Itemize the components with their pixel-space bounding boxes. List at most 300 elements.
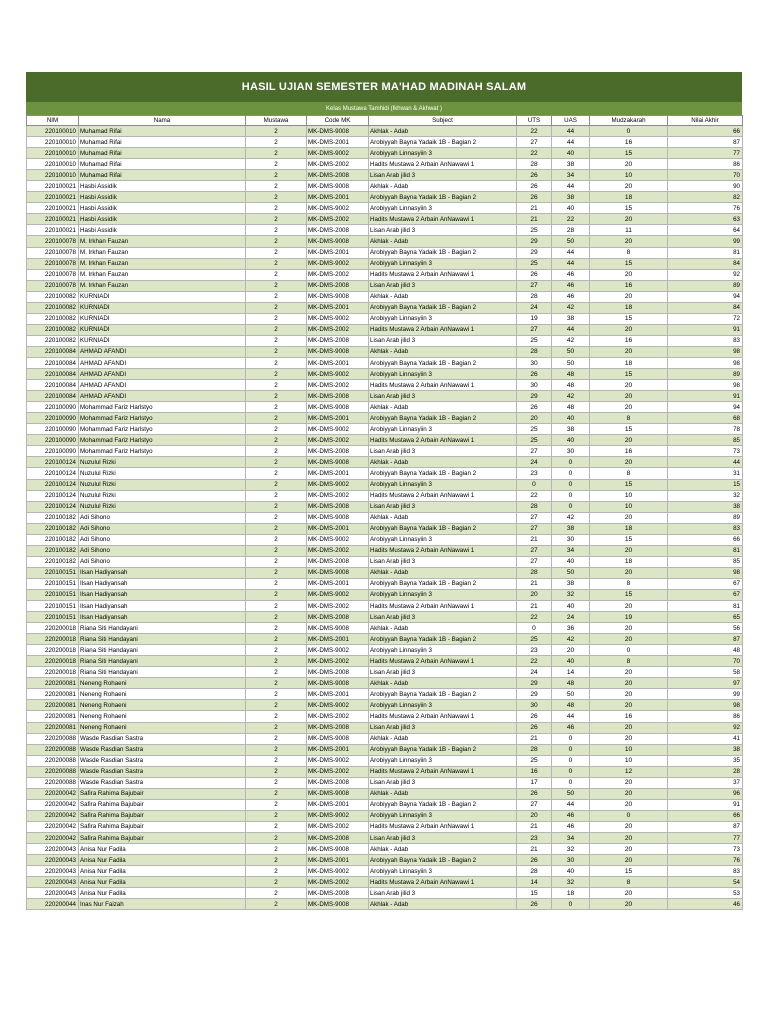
cell-uts[interactable]: 27	[517, 545, 552, 556]
cell-mudzakarah[interactable]: 15	[590, 866, 668, 877]
cell-code-mk[interactable]: MK-DMS-2002	[307, 711, 369, 722]
cell-subject[interactable]: Lisan Arab jilid 3	[369, 446, 517, 457]
cell-mustawa[interactable]: 2	[246, 766, 307, 777]
cell-uas[interactable]: 50	[552, 788, 590, 799]
cell-nilai-akhir[interactable]: 41	[668, 733, 743, 744]
cell-mustawa[interactable]: 2	[246, 589, 307, 600]
cell-code-mk[interactable]: MK-DMS-9008	[307, 512, 369, 523]
cell-code-mk[interactable]: MK-DMS-2002	[307, 324, 369, 335]
cell-uts[interactable]: 23	[517, 468, 552, 479]
cell-code-mk[interactable]: MK-DMS-2001	[307, 468, 369, 479]
cell-nilai-akhir[interactable]: 38	[668, 744, 743, 755]
cell-mustawa[interactable]: 2	[246, 324, 307, 335]
cell-code-mk[interactable]: MK-DMS-9008	[307, 567, 369, 578]
cell-nilai-akhir[interactable]: 28	[668, 766, 743, 777]
cell-uas[interactable]: 40	[552, 656, 590, 667]
cell-uas[interactable]: 0	[552, 479, 590, 490]
cell-nim[interactable]: 220100021	[27, 192, 79, 203]
cell-code-mk[interactable]: MK-DMS-9002	[307, 700, 369, 711]
cell-subject[interactable]: Arobiyyah Bayna Yadaik 1B - Bagian 2	[369, 468, 517, 479]
cell-code-mk[interactable]: MK-DMS-2001	[307, 357, 369, 368]
cell-subject[interactable]: Lisan Arab jilid 3	[369, 335, 517, 346]
cell-nim[interactable]: 220100151	[27, 589, 79, 600]
cell-code-mk[interactable]: MK-DMS-2008	[307, 170, 369, 181]
cell-subject[interactable]: Arobiyyah Bayna Yadaik 1B - Bagian 2	[369, 855, 517, 866]
cell-code-mk[interactable]: MK-DMS-2002	[307, 766, 369, 777]
cell-subject[interactable]: Lisan Arab jilid 3	[369, 556, 517, 567]
cell-code-mk[interactable]: MK-DMS-2002	[307, 435, 369, 446]
cell-subject[interactable]: Lisan Arab jilid 3	[369, 722, 517, 733]
cell-mudzakarah[interactable]: 18	[590, 523, 668, 534]
cell-mudzakarah[interactable]: 20	[590, 799, 668, 810]
cell-subject[interactable]: Hadits Mustawa 2 Arbain AnNawawi 1	[369, 269, 517, 280]
cell-subject[interactable]: Arobiyyah Bayna Yadaik 1B - Bagian 2	[369, 302, 517, 313]
cell-nama[interactable]: KURNIADI	[79, 313, 246, 324]
cell-mustawa[interactable]: 2	[246, 468, 307, 479]
cell-mustawa[interactable]: 2	[246, 733, 307, 744]
cell-uas[interactable]: 0	[552, 468, 590, 479]
cell-nilai-akhir[interactable]: 84	[668, 302, 743, 313]
cell-nama[interactable]: Nuzulul Rizki	[79, 457, 246, 468]
cell-uas[interactable]: 40	[552, 203, 590, 214]
cell-nim[interactable]: 220200042	[27, 810, 79, 821]
cell-nim[interactable]: 220100151	[27, 612, 79, 623]
cell-nama[interactable]: Safira Rahima Bajubair	[79, 799, 246, 810]
cell-nama[interactable]: Riana Siti Handayani	[79, 667, 246, 678]
cell-nim[interactable]: 220200042	[27, 799, 79, 810]
cell-uas[interactable]: 24	[552, 612, 590, 623]
cell-mustawa[interactable]: 2	[246, 799, 307, 810]
cell-subject[interactable]: Hadits Mustawa 2 Arbain AnNawawi 1	[369, 159, 517, 170]
cell-subject[interactable]: Akhlak - Adab	[369, 402, 517, 413]
cell-mudzakarah[interactable]: 16	[590, 446, 668, 457]
cell-uts[interactable]: 27	[517, 446, 552, 457]
cell-uts[interactable]: 20	[517, 413, 552, 424]
cell-uas[interactable]: 38	[552, 424, 590, 435]
cell-nama[interactable]: Adi Sihono	[79, 523, 246, 534]
cell-mustawa[interactable]: 2	[246, 855, 307, 866]
cell-code-mk[interactable]: MK-DMS-2001	[307, 137, 369, 148]
cell-mustawa[interactable]: 2	[246, 578, 307, 589]
cell-uts[interactable]: 26	[517, 788, 552, 799]
cell-code-mk[interactable]: MK-DMS-9002	[307, 645, 369, 656]
cell-subject[interactable]: Akhlak - Adab	[369, 291, 517, 302]
cell-nilai-akhir[interactable]: 98	[668, 357, 743, 368]
cell-nim[interactable]: 220100084	[27, 380, 79, 391]
cell-code-mk[interactable]: MK-DMS-2002	[307, 877, 369, 888]
cell-uas[interactable]: 0	[552, 744, 590, 755]
cell-uts[interactable]: 27	[517, 280, 552, 291]
cell-uts[interactable]: 26	[517, 899, 552, 910]
cell-code-mk[interactable]: MK-DMS-2002	[307, 159, 369, 170]
cell-nilai-akhir[interactable]: 86	[668, 711, 743, 722]
cell-subject[interactable]: Lisan Arab jilid 3	[369, 280, 517, 291]
cell-uts[interactable]: 25	[517, 225, 552, 236]
cell-nim[interactable]: 220100182	[27, 512, 79, 523]
cell-subject[interactable]: Arobiyyah Linnasyiin 3	[369, 589, 517, 600]
cell-nilai-akhir[interactable]: 56	[668, 623, 743, 634]
cell-uts[interactable]: 28	[517, 501, 552, 512]
cell-code-mk[interactable]: MK-DMS-9008	[307, 788, 369, 799]
cell-nama[interactable]: M. Irkhan Fauzan	[79, 247, 246, 258]
cell-mustawa[interactable]: 2	[246, 490, 307, 501]
cell-subject[interactable]: Arobiyyah Linnasyiin 3	[369, 700, 517, 711]
cell-mudzakarah[interactable]: 20	[590, 567, 668, 578]
cell-nim[interactable]: 220200018	[27, 634, 79, 645]
cell-mustawa[interactable]: 2	[246, 612, 307, 623]
cell-nim[interactable]: 220100010	[27, 170, 79, 181]
cell-nilai-akhir[interactable]: 58	[668, 667, 743, 678]
cell-subject[interactable]: Hadits Mustawa 2 Arbain AnNawawi 1	[369, 490, 517, 501]
cell-nama[interactable]: Hasbi Assidik	[79, 225, 246, 236]
cell-uas[interactable]: 34	[552, 170, 590, 181]
cell-uas[interactable]: 0	[552, 457, 590, 468]
cell-mustawa[interactable]: 2	[246, 479, 307, 490]
cell-mustawa[interactable]: 2	[246, 369, 307, 380]
cell-nim[interactable]: 220100084	[27, 357, 79, 368]
cell-mustawa[interactable]: 2	[246, 380, 307, 391]
cell-nama[interactable]: Riana Siti Handayani	[79, 645, 246, 656]
cell-mudzakarah[interactable]: 15	[590, 589, 668, 600]
cell-nilai-akhir[interactable]: 84	[668, 258, 743, 269]
cell-nilai-akhir[interactable]: 85	[668, 556, 743, 567]
cell-subject[interactable]: Hadits Mustawa 2 Arbain AnNawawi 1	[369, 601, 517, 612]
cell-mustawa[interactable]: 2	[246, 844, 307, 855]
cell-mudzakarah[interactable]: 20	[590, 833, 668, 844]
cell-nilai-akhir[interactable]: 76	[668, 855, 743, 866]
cell-nilai-akhir[interactable]: 70	[668, 170, 743, 181]
cell-nilai-akhir[interactable]: 90	[668, 181, 743, 192]
cell-subject[interactable]: Akhlak - Adab	[369, 844, 517, 855]
cell-mustawa[interactable]: 2	[246, 181, 307, 192]
column-header-nilai-akhir[interactable]: Nilai Akhir	[668, 116, 743, 126]
cell-nilai-akhir[interactable]: 67	[668, 578, 743, 589]
cell-subject[interactable]: Akhlak - Adab	[369, 733, 517, 744]
cell-nilai-akhir[interactable]: 63	[668, 214, 743, 225]
cell-mudzakarah[interactable]: 16	[590, 280, 668, 291]
cell-nim[interactable]: 220200043	[27, 844, 79, 855]
cell-uts[interactable]: 16	[517, 766, 552, 777]
cell-mustawa[interactable]: 2	[246, 545, 307, 556]
cell-uas[interactable]: 44	[552, 711, 590, 722]
cell-code-mk[interactable]: MK-DMS-2002	[307, 656, 369, 667]
cell-nama[interactable]: Anisa Nur Fadila	[79, 855, 246, 866]
cell-mustawa[interactable]: 2	[246, 126, 307, 137]
cell-nim[interactable]: 220200018	[27, 667, 79, 678]
cell-nama[interactable]: Hasbi Assidik	[79, 214, 246, 225]
cell-code-mk[interactable]: MK-DMS-9008	[307, 291, 369, 302]
cell-subject[interactable]: Lisan Arab jilid 3	[369, 833, 517, 844]
cell-mustawa[interactable]: 2	[246, 170, 307, 181]
cell-nim[interactable]: 220100021	[27, 203, 79, 214]
cell-uas[interactable]: 50	[552, 346, 590, 357]
cell-mustawa[interactable]: 2	[246, 413, 307, 424]
cell-nama[interactable]: Wasde Rasdian Sastra	[79, 766, 246, 777]
cell-uts[interactable]: 22	[517, 656, 552, 667]
cell-nama[interactable]: Adi Sihono	[79, 545, 246, 556]
cell-subject[interactable]: Akhlak - Adab	[369, 457, 517, 468]
cell-nama[interactable]: M. Irkhan Fauzan	[79, 236, 246, 247]
cell-subject[interactable]: Hadits Mustawa 2 Arbain AnNawawi 1	[369, 435, 517, 446]
cell-uts[interactable]: 21	[517, 821, 552, 832]
cell-uas[interactable]: 42	[552, 335, 590, 346]
cell-nama[interactable]: Wasde Rasdian Sastra	[79, 777, 246, 788]
cell-uas[interactable]: 40	[552, 556, 590, 567]
cell-mudzakarah[interactable]: 15	[590, 369, 668, 380]
cell-code-mk[interactable]: MK-DMS-2008	[307, 225, 369, 236]
cell-nama[interactable]: Neneng Rohaeni	[79, 722, 246, 733]
cell-uts[interactable]: 25	[517, 335, 552, 346]
cell-mudzakarah[interactable]: 20	[590, 181, 668, 192]
cell-mudzakarah[interactable]: 18	[590, 556, 668, 567]
cell-mustawa[interactable]: 2	[246, 667, 307, 678]
cell-uas[interactable]: 44	[552, 799, 590, 810]
cell-mustawa[interactable]: 2	[246, 777, 307, 788]
cell-mustawa[interactable]: 2	[246, 148, 307, 159]
cell-uas[interactable]: 40	[552, 148, 590, 159]
cell-nama[interactable]: Nuzulul Rizki	[79, 501, 246, 512]
cell-nilai-akhir[interactable]: 92	[668, 722, 743, 733]
cell-uas[interactable]: 48	[552, 380, 590, 391]
cell-uts[interactable]: 25	[517, 258, 552, 269]
cell-mustawa[interactable]: 2	[246, 435, 307, 446]
cell-nama[interactable]: Adi Sihono	[79, 556, 246, 567]
cell-subject[interactable]: Hadits Mustawa 2 Arbain AnNawawi 1	[369, 877, 517, 888]
cell-mustawa[interactable]: 2	[246, 866, 307, 877]
cell-code-mk[interactable]: MK-DMS-2008	[307, 501, 369, 512]
cell-nama[interactable]: Mohammad Fariz Harlstyo	[79, 413, 246, 424]
cell-nim[interactable]: 220100124	[27, 479, 79, 490]
cell-uas[interactable]: 38	[552, 578, 590, 589]
cell-nim[interactable]: 220200043	[27, 888, 79, 899]
cell-nama[interactable]: KURNIADI	[79, 324, 246, 335]
cell-uts[interactable]: 26	[517, 711, 552, 722]
cell-nama[interactable]: Ilsan Hadiyansah	[79, 567, 246, 578]
cell-uas[interactable]: 38	[552, 192, 590, 203]
cell-nilai-akhir[interactable]: 66	[668, 534, 743, 545]
cell-code-mk[interactable]: MK-DMS-2001	[307, 855, 369, 866]
cell-mudzakarah[interactable]: 20	[590, 435, 668, 446]
cell-uts[interactable]: 29	[517, 391, 552, 402]
cell-nilai-akhir[interactable]: 99	[668, 689, 743, 700]
cell-uts[interactable]: 21	[517, 844, 552, 855]
cell-uts[interactable]: 26	[517, 170, 552, 181]
cell-nim[interactable]: 220100124	[27, 457, 79, 468]
cell-uas[interactable]: 20	[552, 645, 590, 656]
cell-subject[interactable]: Akhlak - Adab	[369, 126, 517, 137]
cell-nama[interactable]: AHMAD AFANDI	[79, 346, 246, 357]
cell-uas[interactable]: 34	[552, 545, 590, 556]
cell-uts[interactable]: 27	[517, 556, 552, 567]
cell-uas[interactable]: 46	[552, 821, 590, 832]
cell-code-mk[interactable]: MK-DMS-9002	[307, 866, 369, 877]
cell-nama[interactable]: Wasde Rasdian Sastra	[79, 755, 246, 766]
cell-mudzakarah[interactable]: 18	[590, 192, 668, 203]
cell-code-mk[interactable]: MK-DMS-9002	[307, 369, 369, 380]
cell-nilai-akhir[interactable]: 44	[668, 457, 743, 468]
cell-uas[interactable]: 40	[552, 601, 590, 612]
cell-uts[interactable]: 24	[517, 302, 552, 313]
cell-nilai-akhir[interactable]: 65	[668, 612, 743, 623]
cell-uts[interactable]: 29	[517, 689, 552, 700]
cell-subject[interactable]: Akhlak - Adab	[369, 181, 517, 192]
cell-nilai-akhir[interactable]: 83	[668, 335, 743, 346]
cell-subject[interactable]: Arobiyyah Bayna Yadaik 1B - Bagian 2	[369, 357, 517, 368]
cell-mudzakarah[interactable]: 8	[590, 877, 668, 888]
cell-mustawa[interactable]: 2	[246, 512, 307, 523]
cell-uts[interactable]: 0	[517, 623, 552, 634]
cell-code-mk[interactable]: MK-DMS-9002	[307, 313, 369, 324]
cell-nim[interactable]: 220100082	[27, 291, 79, 302]
cell-nama[interactable]: Safira Rahima Bajubair	[79, 821, 246, 832]
cell-nim[interactable]: 220100182	[27, 523, 79, 534]
cell-mustawa[interactable]: 2	[246, 446, 307, 457]
cell-nim[interactable]: 220100151	[27, 567, 79, 578]
cell-nama[interactable]: Riana Siti Handayani	[79, 634, 246, 645]
cell-nim[interactable]: 220100182	[27, 534, 79, 545]
cell-uas[interactable]: 0	[552, 755, 590, 766]
cell-nilai-akhir[interactable]: 98	[668, 567, 743, 578]
cell-uts[interactable]: 20	[517, 589, 552, 600]
cell-nama[interactable]: Riana Siti Handayani	[79, 623, 246, 634]
cell-mustawa[interactable]: 2	[246, 313, 307, 324]
cell-mudzakarah[interactable]: 20	[590, 844, 668, 855]
cell-code-mk[interactable]: MK-DMS-2002	[307, 214, 369, 225]
cell-mudzakarah[interactable]: 20	[590, 269, 668, 280]
cell-nilai-akhir[interactable]: 66	[668, 810, 743, 821]
cell-mudzakarah[interactable]: 20	[590, 346, 668, 357]
cell-nama[interactable]: KURNIADI	[79, 291, 246, 302]
cell-code-mk[interactable]: MK-DMS-9002	[307, 148, 369, 159]
cell-nilai-akhir[interactable]: 86	[668, 159, 743, 170]
cell-uts[interactable]: 25	[517, 755, 552, 766]
cell-code-mk[interactable]: MK-DMS-2008	[307, 446, 369, 457]
cell-subject[interactable]: Lisan Arab jilid 3	[369, 777, 517, 788]
cell-nilai-akhir[interactable]: 15	[668, 479, 743, 490]
cell-uas[interactable]: 50	[552, 236, 590, 247]
cell-mudzakarah[interactable]: 20	[590, 512, 668, 523]
cell-nilai-akhir[interactable]: 72	[668, 313, 743, 324]
cell-nilai-akhir[interactable]: 83	[668, 866, 743, 877]
cell-nim[interactable]: 220200043	[27, 877, 79, 888]
cell-nilai-akhir[interactable]: 31	[668, 468, 743, 479]
cell-nilai-akhir[interactable]: 81	[668, 601, 743, 612]
cell-mudzakarah[interactable]: 20	[590, 601, 668, 612]
column-header-subject[interactable]: Subject	[369, 116, 517, 126]
cell-mustawa[interactable]: 2	[246, 258, 307, 269]
cell-nim[interactable]: 220100078	[27, 269, 79, 280]
cell-nim[interactable]: 220100010	[27, 148, 79, 159]
cell-nim[interactable]: 220200088	[27, 733, 79, 744]
cell-nama[interactable]: Muhamad Rifai	[79, 170, 246, 181]
cell-uts[interactable]: 23	[517, 645, 552, 656]
cell-nim[interactable]: 220200088	[27, 744, 79, 755]
cell-uts[interactable]: 27	[517, 137, 552, 148]
cell-nilai-akhir[interactable]: 78	[668, 424, 743, 435]
cell-uas[interactable]: 0	[552, 490, 590, 501]
cell-uts[interactable]: 26	[517, 269, 552, 280]
cell-mustawa[interactable]: 2	[246, 833, 307, 844]
cell-nilai-akhir[interactable]: 68	[668, 413, 743, 424]
cell-uas[interactable]: 38	[552, 313, 590, 324]
cell-subject[interactable]: Hadits Mustawa 2 Arbain AnNawawi 1	[369, 711, 517, 722]
column-header-mudzakarah[interactable]: Mudzakarah	[590, 116, 668, 126]
cell-subject[interactable]: Hadits Mustawa 2 Arbain AnNawawi 1	[369, 214, 517, 225]
cell-subject[interactable]: Hadits Mustawa 2 Arbain AnNawawi 1	[369, 656, 517, 667]
cell-code-mk[interactable]: MK-DMS-2008	[307, 280, 369, 291]
cell-mudzakarah[interactable]: 11	[590, 225, 668, 236]
cell-code-mk[interactable]: MK-DMS-2001	[307, 689, 369, 700]
cell-mudzakarah[interactable]: 15	[590, 313, 668, 324]
cell-nama[interactable]: Ilsan Hadiyansah	[79, 601, 246, 612]
cell-code-mk[interactable]: MK-DMS-9008	[307, 844, 369, 855]
cell-nama[interactable]: Mohammad Fariz Harlstyo	[79, 402, 246, 413]
cell-mudzakarah[interactable]: 15	[590, 148, 668, 159]
cell-uas[interactable]: 0	[552, 733, 590, 744]
cell-subject[interactable]: Lisan Arab jilid 3	[369, 170, 517, 181]
cell-mustawa[interactable]: 2	[246, 302, 307, 313]
cell-code-mk[interactable]: MK-DMS-2008	[307, 888, 369, 899]
cell-mustawa[interactable]: 2	[246, 601, 307, 612]
cell-nama[interactable]: Anisa Nur Fadila	[79, 866, 246, 877]
cell-code-mk[interactable]: MK-DMS-9008	[307, 236, 369, 247]
cell-nama[interactable]: Nuzulul Rizki	[79, 468, 246, 479]
cell-nama[interactable]: Riana Siti Handayani	[79, 656, 246, 667]
cell-mudzakarah[interactable]: 0	[590, 126, 668, 137]
cell-nim[interactable]: 220100124	[27, 468, 79, 479]
cell-subject[interactable]: Arobiyyah Bayna Yadaik 1B - Bagian 2	[369, 192, 517, 203]
cell-mudzakarah[interactable]: 15	[590, 258, 668, 269]
cell-uts[interactable]: 19	[517, 313, 552, 324]
cell-subject[interactable]: Lisan Arab jilid 3	[369, 888, 517, 899]
cell-uts[interactable]: 21	[517, 203, 552, 214]
cell-uas[interactable]: 42	[552, 634, 590, 645]
cell-nilai-akhir[interactable]: 53	[668, 888, 743, 899]
cell-nilai-akhir[interactable]: 73	[668, 446, 743, 457]
cell-nilai-akhir[interactable]: 35	[668, 755, 743, 766]
cell-uas[interactable]: 44	[552, 181, 590, 192]
cell-mudzakarah[interactable]: 20	[590, 380, 668, 391]
cell-nim[interactable]: 220100124	[27, 501, 79, 512]
cell-mudzakarah[interactable]: 10	[590, 755, 668, 766]
cell-nilai-akhir[interactable]: 91	[668, 799, 743, 810]
cell-nama[interactable]: Safira Rahima Bajubair	[79, 810, 246, 821]
cell-uts[interactable]: 21	[517, 733, 552, 744]
cell-nama[interactable]: Neneng Rohaeni	[79, 689, 246, 700]
cell-code-mk[interactable]: MK-DMS-2001	[307, 523, 369, 534]
cell-nim[interactable]: 220100010	[27, 159, 79, 170]
cell-uts[interactable]: 26	[517, 855, 552, 866]
cell-nama[interactable]: Mohammad Fariz Harlstyo	[79, 435, 246, 446]
cell-subject[interactable]: Arobiyyah Bayna Yadaik 1B - Bagian 2	[369, 523, 517, 534]
cell-subject[interactable]: Akhlak - Adab	[369, 788, 517, 799]
cell-code-mk[interactable]: MK-DMS-9008	[307, 402, 369, 413]
cell-code-mk[interactable]: MK-DMS-2002	[307, 601, 369, 612]
cell-mustawa[interactable]: 2	[246, 656, 307, 667]
cell-subject[interactable]: Akhlak - Adab	[369, 236, 517, 247]
cell-mudzakarah[interactable]: 20	[590, 391, 668, 402]
cell-mustawa[interactable]: 2	[246, 634, 307, 645]
cell-nim[interactable]: 220100082	[27, 313, 79, 324]
cell-nilai-akhir[interactable]: 81	[668, 247, 743, 258]
cell-uts[interactable]: 25	[517, 435, 552, 446]
cell-mudzakarah[interactable]: 0	[590, 810, 668, 821]
cell-uas[interactable]: 30	[552, 534, 590, 545]
cell-uts[interactable]: 28	[517, 744, 552, 755]
cell-subject[interactable]: Arobiyyah Bayna Yadaik 1B - Bagian 2	[369, 137, 517, 148]
cell-mudzakarah[interactable]: 20	[590, 777, 668, 788]
cell-nama[interactable]: Adi Sihono	[79, 512, 246, 523]
